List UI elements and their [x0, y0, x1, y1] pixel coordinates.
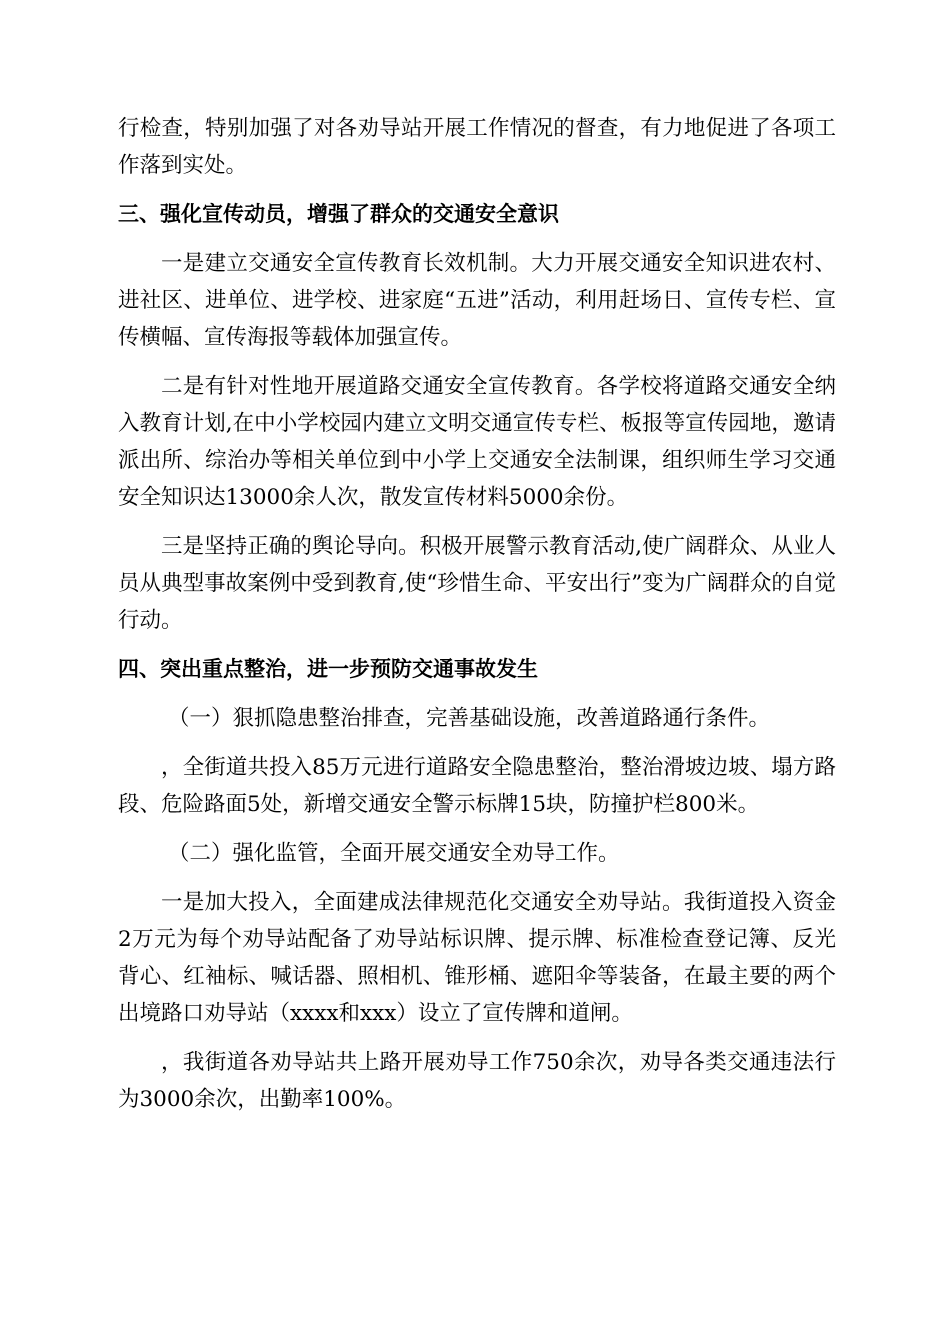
subheading-supervision: （二）强化监管，全面开展交通安全劝导工作。: [168, 841, 620, 866]
paragraph-persuasion-results: ，我街道各劝导站共上路开展劝导工作750余次，劝导各类交通违法行为3000余次，出勤率100%。: [118, 1050, 836, 1112]
paragraph-continuation: 行检查，特别加强了对各劝导站开展工作情况的督查，有力地促进了各项工作落到实处。: [118, 116, 836, 178]
section-heading-3: 三、强化宣传动员，增强了群众的交通安全意识: [118, 202, 559, 226]
paragraph-investment-rectification: ，全街道共投入85万元进行道路安全隐患整治，整治滑坡边坡、塌方路段、危险路面5处，新增交通安全警示标牌15块，防撞护栏800米。: [118, 755, 836, 817]
paragraph-school-education: 二是有针对性地开展道路交通安全宣传教育。各学校将道路交通安全纳入教育计划,在中小学校园内建立文明交通宣传专栏、板报等宣传园地，邀请派出所、综治办等相关单位到中小学上交通安全法制课，组织师生学习交通安全知识达13000余人次，散发宣传材料5000余份。: [118, 374, 836, 510]
subheading-hazard-rectification: （一）狠抓隐患整治排查，完善基础设施，改善道路通行条件。: [168, 706, 771, 731]
section-heading-4: 四、突出重点整治，进一步预防交通事故发生: [118, 657, 538, 681]
paragraph-persuasion-stations: 一是加大投入，全面建成法律规范化交通安全劝导站。我街道投入资金2万元为每个劝导站配备了劝导站标识牌、提示牌、标准检查登记簿、反光背心、红袖标、喊话器、照相机、锥形桶、遮阳伞等装备，在最主要的两个出境路口劝导站（xxxx和xxx）设立了宣传牌和道闸。: [118, 890, 836, 1026]
paragraph-publicity-mechanism: 一是建立交通安全宣传教育长效机制。大力开展交通安全知识进农村、进社区、进单位、进学校、进家庭“五进”活动，利用赶场日、宣传专栏、宣传横幅、宣传海报等载体加强宣传。: [118, 251, 836, 350]
document-page: [118, 110, 836, 1130]
paragraph-public-opinion: 三是坚持正确的舆论导向。积极开展警示教育活动,使广阔群众、从业人员从典型事故案例中受到教育,使“珍惜生命、平安出行”变为广阔群众的自觉行动。: [118, 534, 836, 633]
